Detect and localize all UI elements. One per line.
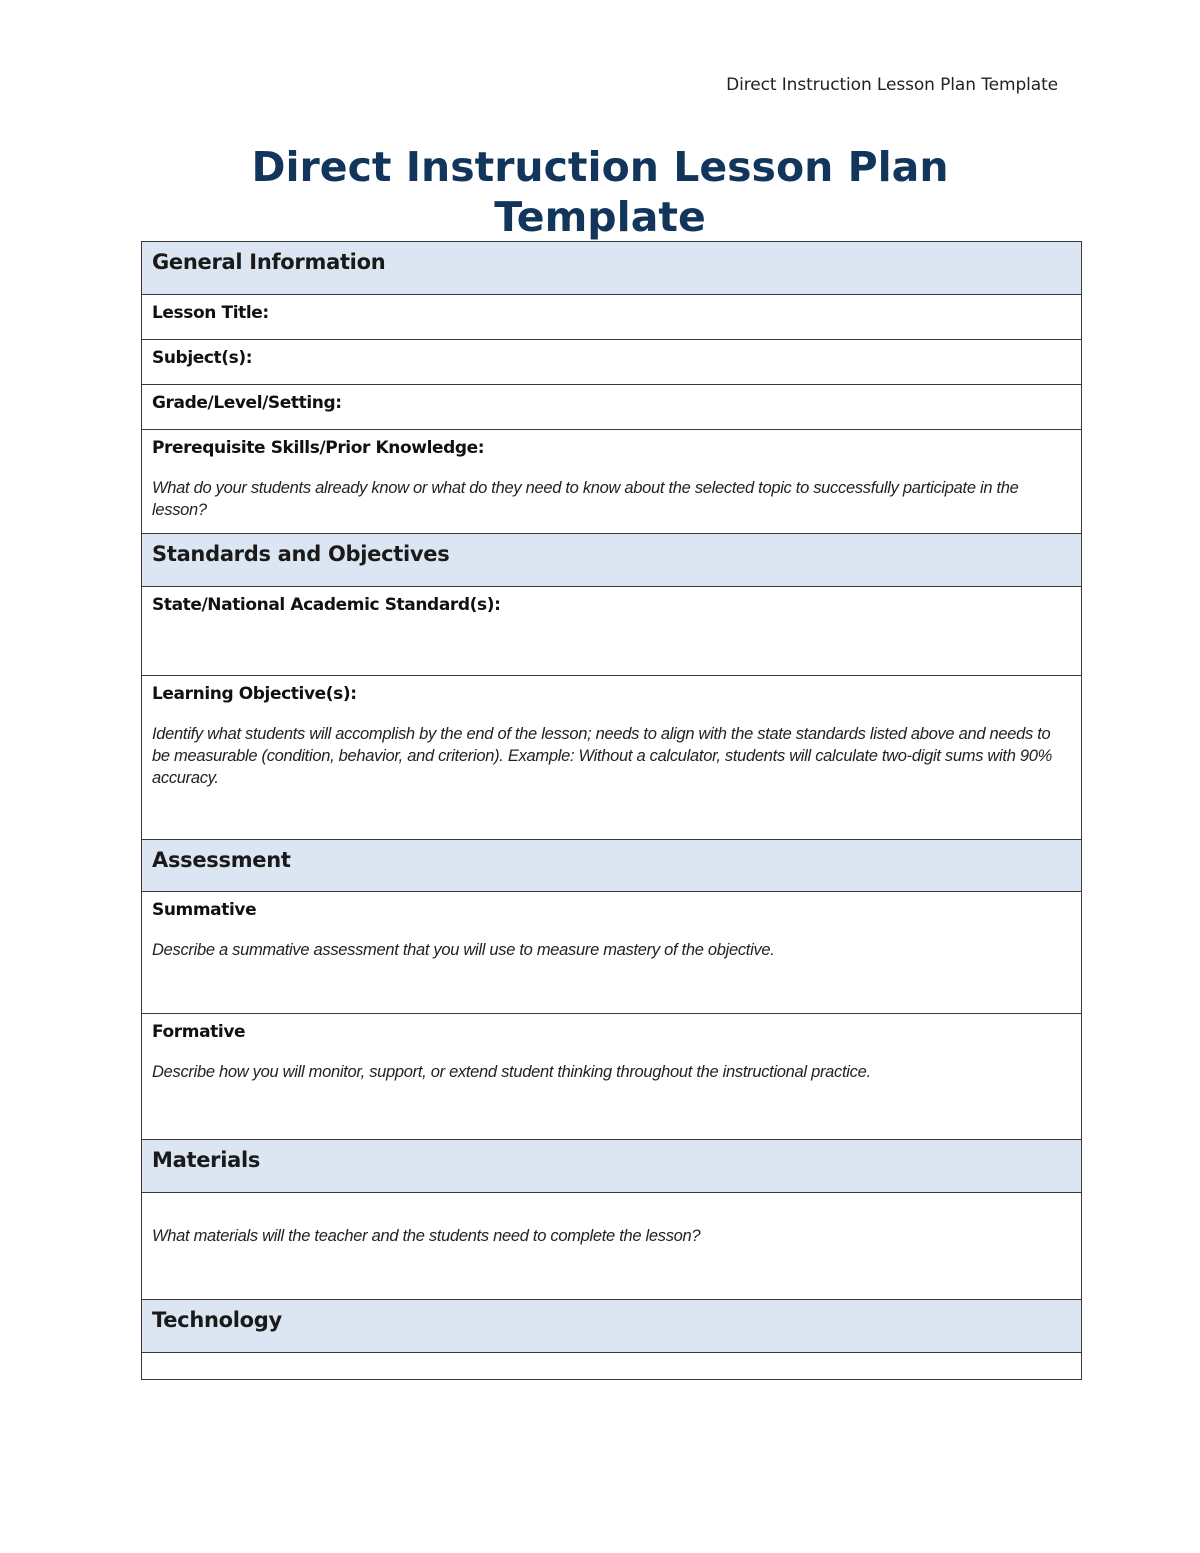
section-assessment (142, 840, 1082, 892)
field-summative[interactable] (142, 892, 1082, 1014)
field-grade-level-setting[interactable] (142, 385, 1082, 430)
section-heading-technology: Technology (152, 1308, 282, 1332)
section-heading-general: General Information (152, 250, 386, 274)
section-heading-materials: Materials (152, 1148, 261, 1172)
field-subjects[interactable] (142, 340, 1082, 385)
materials-prompt: What materials will the teacher and the students need to complete the lesson? (152, 1227, 701, 1245)
objectives-prompt: Identify what students will accomplish by the end of the lesson; needs to align with the state standards listed above and needs to be measurable (condition, behavior, and criterion). Example: Without a calculator, students will calculate two-digit sums with 90% accuracy. (152, 725, 1052, 787)
prerequisite-prompt: What do your students already know or what do they need to know about the selected topic to successfully participate in the lesson? (152, 479, 1019, 519)
section-heading-assessment: Assessment (152, 848, 291, 872)
subjects-label: Subject(s): (152, 348, 253, 368)
section-materials (142, 1140, 1082, 1193)
lesson-plan-table (141, 241, 1082, 1380)
field-learning-objectives[interactable] (142, 676, 1082, 840)
standards-label: State/National Academic Standard(s): (152, 595, 501, 615)
lesson-title-label: Lesson Title: (152, 303, 269, 323)
field-formative[interactable] (142, 1014, 1082, 1140)
formative-prompt: Describe how you will monitor, support, or extend student thinking throughout the instructional practice. (152, 1063, 871, 1081)
formative-label: Formative (152, 1022, 246, 1042)
field-lesson-title[interactable] (142, 295, 1082, 340)
objectives-label: Learning Objective(s): (152, 684, 357, 704)
field-technology[interactable] (142, 1353, 1082, 1380)
summative-prompt: Describe a summative assessment that you will use to measure mastery of the objective. (152, 941, 775, 959)
section-standards-objectives (142, 534, 1082, 587)
field-prerequisite-skills[interactable] (142, 430, 1082, 534)
section-heading-standards: Standards and Objectives (152, 542, 450, 566)
field-academic-standards[interactable] (142, 587, 1082, 676)
section-general-information (142, 242, 1082, 295)
section-technology (142, 1300, 1082, 1353)
running-header: Direct Instruction Lesson Plan Template (726, 75, 1058, 95)
prerequisite-label: Prerequisite Skills/Prior Knowledge: (152, 438, 485, 458)
field-materials[interactable] (142, 1193, 1082, 1300)
grade-label: Grade/Level/Setting: (152, 393, 342, 413)
page-title: Direct Instruction Lesson Plan Template (251, 143, 949, 241)
summative-label: Summative (152, 900, 257, 920)
